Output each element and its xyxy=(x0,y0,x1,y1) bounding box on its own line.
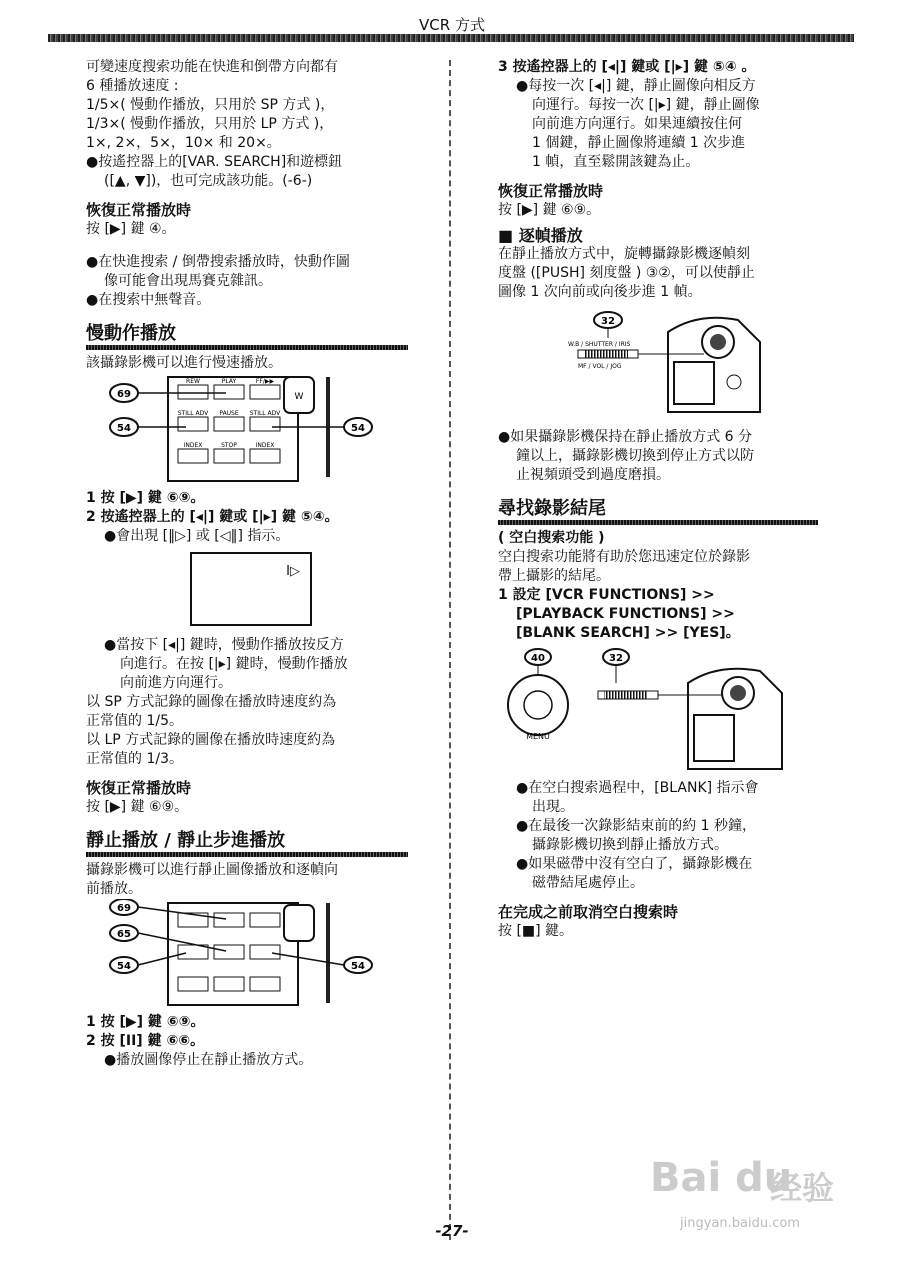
section-desc: 在靜止播放方式中，旋轉攝錄影機逐幀刻 xyxy=(498,246,750,262)
speed-text: 以 LP 方式記錄的圖像在播放時速度約為 xyxy=(86,732,336,748)
step: [PLAYBACK FUNCTIONS] >> xyxy=(516,606,735,622)
section-rule xyxy=(86,345,408,350)
indicator-display xyxy=(190,552,312,626)
note: ●在搜索中無聲音。 xyxy=(86,292,211,308)
callout-69: 69 xyxy=(117,389,131,400)
watermark-logo: Bai du xyxy=(650,1155,793,1201)
section-title-blank: 尋找錄影結尾 xyxy=(498,498,606,519)
note: ●當按下 [◂|] 鍵時，慢動作播放按反方 xyxy=(104,637,344,653)
resume-text: 按 [▶] 鍵 ④。 xyxy=(86,221,176,237)
callout-40: 40 xyxy=(531,653,545,664)
subsection-title-frame: ■ 逐幀播放 xyxy=(498,226,583,245)
resume-text: 按 [▶] 鍵 ⑥⑨。 xyxy=(86,799,189,815)
note: 出現。 xyxy=(532,799,574,815)
resume-text: 按 [▶] 鍵 ⑥⑨。 xyxy=(498,202,601,218)
left-column xyxy=(86,58,408,1070)
right-column xyxy=(498,58,818,941)
step: 2 按 [II] 鍵 ⑥⑥。 xyxy=(86,1033,205,1049)
intro-line: 1×, 2×，5×，10× 和 20×。 xyxy=(86,135,281,151)
dial-label: W.B / SHUTTER / IRIS xyxy=(568,341,631,348)
header-rule xyxy=(48,34,854,42)
key-label: STOP xyxy=(221,442,237,449)
camera-dial-figure xyxy=(498,302,798,422)
note: 向前進方向運行。 xyxy=(120,675,232,691)
speed-text: 正常值的 1/5。 xyxy=(86,713,183,729)
section-desc: 圖像 1 次向前或向後步進 1 幀。 xyxy=(498,284,702,300)
intro-line: 可變速度搜索功能在快進和倒帶方向都有 xyxy=(86,59,338,75)
page-number: -27- xyxy=(435,1222,469,1240)
key-label: PAUSE xyxy=(219,410,239,417)
cancel-heading: 在完成之前取消空白搜索時 xyxy=(498,903,679,921)
page-header: VCR 方式 xyxy=(419,16,485,34)
key-label: STILL ADV xyxy=(249,410,281,417)
note: ●如果攝錄影機保持在靜止播放方式 6 分 xyxy=(498,429,753,445)
step-note: 1 幀，直至鬆開該鍵為止。 xyxy=(532,154,700,170)
section-desc: 攝錄影機可以進行靜止圖像播放和逐幀向 xyxy=(86,862,338,878)
speed-text: 正常值的 1/3。 xyxy=(86,751,183,767)
cancel-text: 按 [■] 鍵。 xyxy=(498,923,574,939)
resume-heading: 恢復正常播放時 xyxy=(86,201,192,219)
callout-54: 54 xyxy=(351,961,365,972)
note: 止視頻頭受到過度磨損。 xyxy=(516,467,670,483)
watermark-url: jingyan.baidu.com xyxy=(680,1216,800,1231)
step-note: 向運行。每按一次 [|▸] 鍵，靜止圖像 xyxy=(532,97,760,113)
callout-54: 54 xyxy=(117,423,131,434)
step-note: 向前進方向運行。如果連續按住何 xyxy=(532,116,742,132)
step: 3 按遙控器上的 [◂|] 鍵或 [|▸] 鍵 ⑤④ 。 xyxy=(498,59,756,75)
speed-text: 以 SP 方式記錄的圖像在播放時速度約為 xyxy=(86,694,337,710)
section-desc: 該攝錄影機可以進行慢速播放。 xyxy=(86,355,282,371)
note: ●如果磁帶中沒有空白了，攝錄影機在 xyxy=(516,856,753,872)
section-title-slow: 慢動作播放 xyxy=(86,323,176,344)
note: 鐘以上，攝錄影機切換到停止方式以防 xyxy=(516,448,754,464)
step: 1 按 [▶] 鍵 ⑥⑨。 xyxy=(86,1014,205,1030)
note: 攝錄影機切換到靜止播放方式。 xyxy=(532,837,728,853)
section-desc: 度盤 ([PUSH] 刻度盤 ) ③②，可以使靜止 xyxy=(498,265,755,281)
key-label: W xyxy=(294,392,304,402)
intro-line: 6 種播放速度 : xyxy=(86,78,179,94)
key-label: PLAY xyxy=(221,378,237,385)
callout-54: 54 xyxy=(117,961,131,972)
note: ●在空白搜索過程中，[BLANK] 指示會 xyxy=(516,780,759,796)
step: 1 按 [▶] 鍵 ⑥⑨。 xyxy=(86,490,205,506)
step-note: 1 個鍵，靜止圖像將連續 1 次步進 xyxy=(532,135,746,151)
section-desc: 空白搜索功能將有助於您迅速定位於錄影 xyxy=(498,549,750,565)
callout-65: 65 xyxy=(117,929,131,940)
key-label: INDEX xyxy=(255,442,275,449)
note: 像可能會出現馬賽克雜訊。 xyxy=(104,273,272,289)
note: 向進行。在按 [|▸] 鍵時，慢動作播放 xyxy=(120,656,348,672)
watermark-cn: 经验 xyxy=(770,1169,835,1207)
section-rule xyxy=(86,852,408,857)
menu-label: MENU xyxy=(526,732,550,741)
subtitle: ( 空白搜索功能 ) xyxy=(498,530,605,546)
callout-32: 32 xyxy=(601,316,615,327)
menu-dial-figure xyxy=(498,643,798,773)
section-rule xyxy=(498,520,818,525)
dial-label: MF / VOL / JOG xyxy=(578,363,622,370)
step: [BLANK SEARCH] >> [YES]。 xyxy=(516,625,740,641)
key-label: STILL ADV xyxy=(177,410,209,417)
intro-note: ●按遙控器上的[VAR. SEARCH]和遊標鈕 xyxy=(86,154,343,170)
note: 磁帶結尾處停止。 xyxy=(532,875,644,891)
note: ●在最後一次錄影結束前的約 1 秒鐘， xyxy=(516,818,757,834)
remote-figure-still xyxy=(86,899,386,1007)
step-note: ●播放圖像停止在靜止播放方式。 xyxy=(104,1052,313,1068)
intro-line: 1/5×( 慢動作播放，只用於 SP 方式 )， xyxy=(86,97,335,113)
resume-heading: 恢復正常播放時 xyxy=(498,182,604,200)
key-label: REW xyxy=(186,378,200,385)
step-note: ●每按一次 [◂|] 鍵，靜止圖像向相反方 xyxy=(516,78,756,94)
intro-line: 1/3×( 慢動作播放，只用於 LP 方式 )， xyxy=(86,116,334,132)
section-title-still: 靜止播放 / 靜止步進播放 xyxy=(86,830,286,851)
key-label: INDEX xyxy=(183,442,203,449)
callout-54: 54 xyxy=(351,423,365,434)
key-label: FF/▶▶ xyxy=(255,378,275,385)
step-note: ●會出現 [‖▷] 或 [◁‖] 指示。 xyxy=(104,528,290,544)
note: ●在快進搜索 / 倒帶搜索播放時，快動作圖 xyxy=(86,254,350,270)
section-desc: 前播放。 xyxy=(86,881,142,897)
step: 1 設定 [VCR FUNCTIONS] >> xyxy=(498,587,715,603)
column-divider xyxy=(449,60,451,1240)
remote-figure-slow xyxy=(86,373,386,483)
slow-indicator: I▷ xyxy=(286,564,300,579)
callout-32: 32 xyxy=(609,653,623,664)
callout-69: 69 xyxy=(117,903,131,914)
intro-note: ([▲, ▼])，也可完成該功能。(-6-) xyxy=(104,173,313,189)
resume-heading: 恢復正常播放時 xyxy=(86,779,192,797)
section-desc: 帶上攝影的結尾。 xyxy=(498,568,610,584)
step: 2 按遙控器上的 [◂|] 鍵或 [|▸] 鍵 ⑤④。 xyxy=(86,509,339,525)
